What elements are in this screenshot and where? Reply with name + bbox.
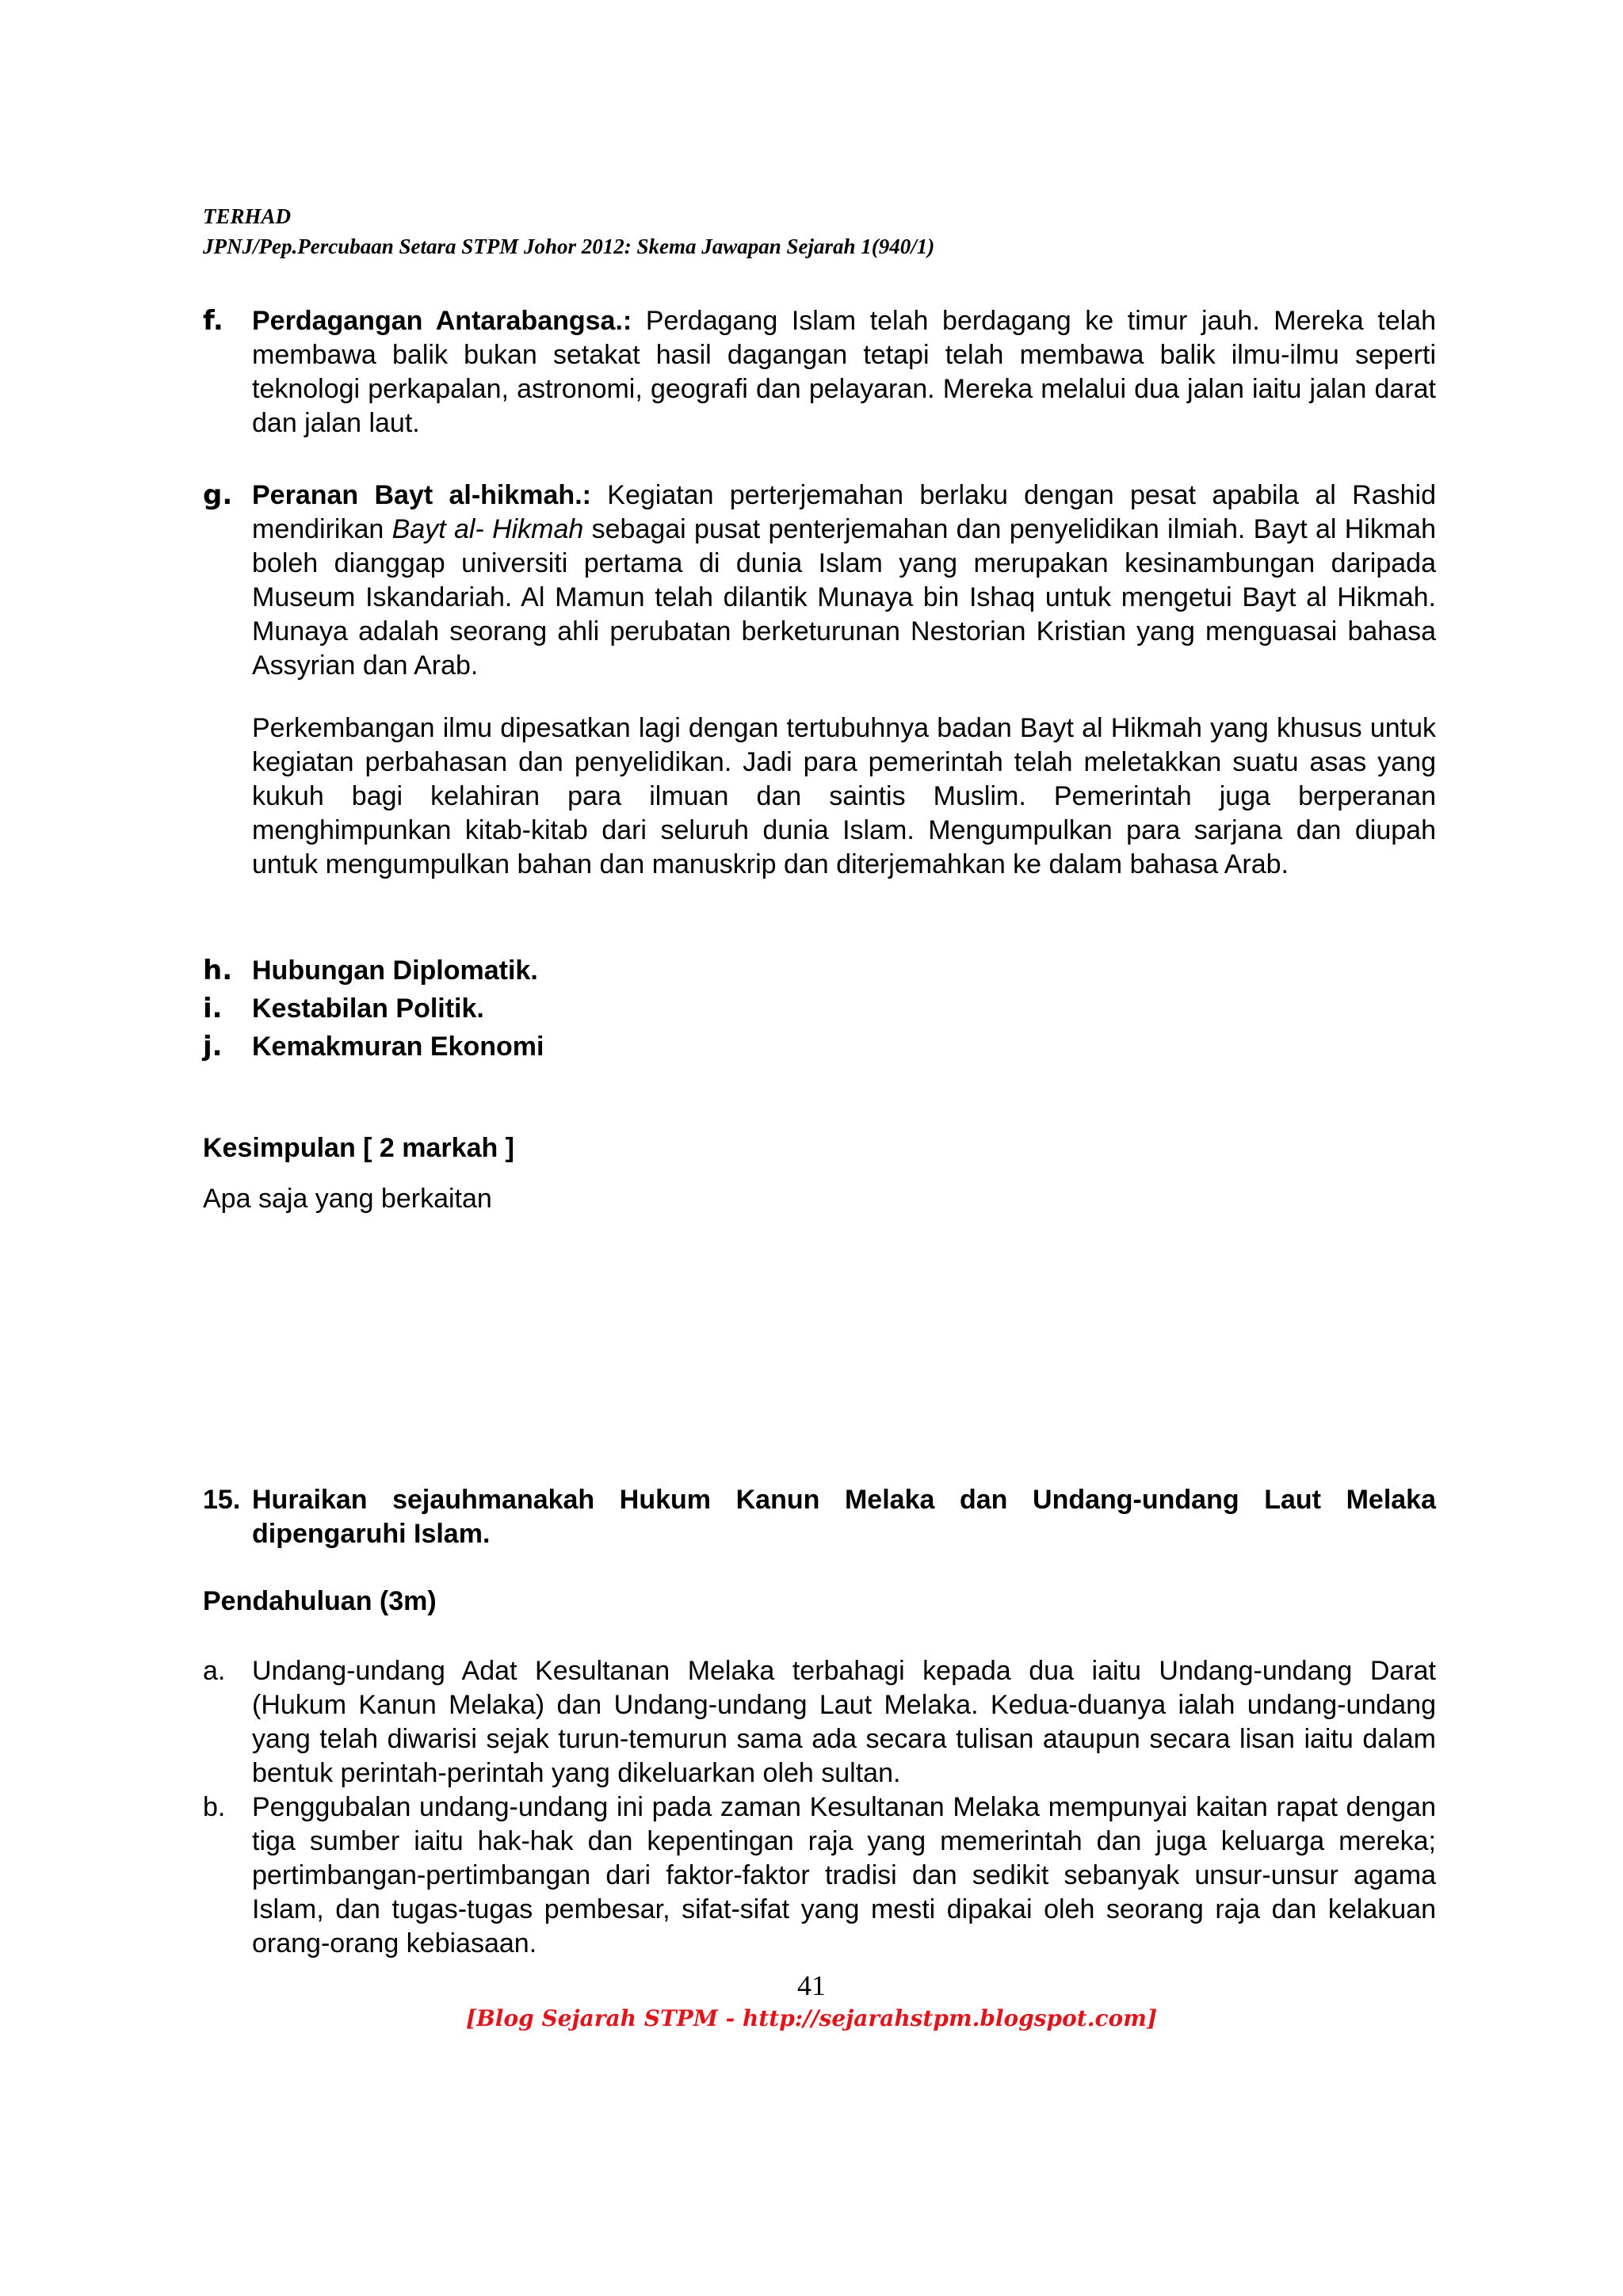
list-marker: b. [203,1792,226,1822]
page-number: 41 [797,1970,826,2001]
list-marker: g. [203,479,233,511]
list-marker: i. [203,993,223,1024]
list-item-h [203,954,1154,988]
item-title: Kestabilan Politik. [252,994,484,1024]
item-g-paragraph-2: Perkembangan ilmu dipesatkan lagi dengan tertubuhnya badan Bayt al Hikmah yang khusus untuk kegiatan perbahasan dan penyelidikan. Jadi para pemerintah telah meletakkan suatu asas yang kukuh bagi kelahiran para ilmuan dan saintis Muslim. Pemerintah juga berperanan menghimpunkan kitab-kitab dari seluruh dunia Islam. Mengumpulkan para sarjana dan diupah untuk mengumpulkan bahan dan manuskrip dan diterjemahkan ke dalam bahasa Arab. [252,713,1436,879]
question-15 [203,1483,1436,1551]
header-classification: TERHAD [203,204,292,228]
list-item-a [203,1654,1436,1791]
footer-blog-link[interactable]: [Blog Sejarah STPM - http://sejarahstpm.blogspot.com] [465,2005,1158,2031]
item-text-after: sebagai pusat penterjemahan dan penyelidikan ilmiah. Bayt al Hikmah boleh dianggap universiti pertama di dunia Islam yang merupakan kesinambungan daripada Museum Iskandariah. Al Mamun telah dilantik Munaya bin Ishaq untuk mengetui Bayt al Hikmah. Munaya adalah seorang ahli perubatan berketurunan Nestorian Kristian yang menguasai bahasa Assyrian dan Arab. [252,514,1436,681]
item-text: Perdagang Islam telah berdagang ke timur jauh. Mereka telah membawa balik bukan setakat hasil dagangan tetapi telah membawa balik ilmu-ilmu seperti teknologi perkapalan, astronomi, geografi dan pelayaran. Mereka melalui dua jalan iaitu jalan darat dan jalan laut. [252,306,1437,438]
list-item-i [203,992,1154,1026]
list-item-b [203,1791,1436,1961]
pendahuluan-heading: Pendahuluan (3m) [203,1586,437,1616]
item-title: Peranan Bayt al-hikmah.: [252,480,591,510]
list-marker: a. [203,1656,226,1686]
header-title: JPNJ/Pep.Percubaan Setara STPM Johor 2012: Skema Jawapan Sejarah 1(940/1) [203,235,935,258]
item-text: Undang-undang Adat Kesultanan Melaka terbahagi kepada dua iaitu Undang-undang Darat (Hukum Kanun Melaka) dan Undang-undang Laut Melaka. Kedua-duanya ialah undang-undang yang telah diwarisi sejak turun-temurun sama ada secara tulisan ataupun secara lisan iaitu dalam bentuk perintah-perintah yang dikeluarkan oleh sultan. [252,1656,1436,1788]
list-item-f [203,304,1436,441]
list-item-g [203,479,1436,683]
item-text-before: Kegiatan perterjemahan berlaku dengan pesat apabila al Rashid mendirikan [252,480,1436,544]
item-title: Kemakmuran Ekonomi [252,1032,544,1062]
question-text: Huraikan sejauhmanakah Hukum Kanun Melaka dan Undang-undang Laut Melaka dipengaruhi Islam. [252,1485,1436,1549]
item-title: Perdagangan Antarabangsa.: [252,306,632,336]
list-marker: h. [203,955,233,986]
kesimpulan-text: Apa saja yang berkaitan [203,1184,492,1214]
item-italic-term: Bayt al- Hikmah [391,514,584,544]
list-item-j [203,1030,1154,1064]
item-title: Hubungan Diplomatik. [252,955,538,986]
item-text: Penggubalan undang-undang ini pada zaman Kesultanan Melaka mempunyai kaitan rapat dengan tiga sumber iaitu hak-hak dan kepentingan raja yang memerintah dan juga keluarga mereka; pertimbangan-pertimbangan dari faktor-faktor tradisi dan sedikit sebanyak unsur-unsur agama Islam, dan tugas-tugas pembesar, sifat-sifat yang mesti dipakai oleh seorang raja dan kelakuan orang-orang kebiasaan. [252,1792,1436,1958]
kesimpulan-heading: Kesimpulan [ 2 markah ] [203,1133,515,1163]
list-marker: j. [203,1031,223,1062]
list-marker: f. [203,305,223,337]
question-number: 15. [203,1485,241,1515]
